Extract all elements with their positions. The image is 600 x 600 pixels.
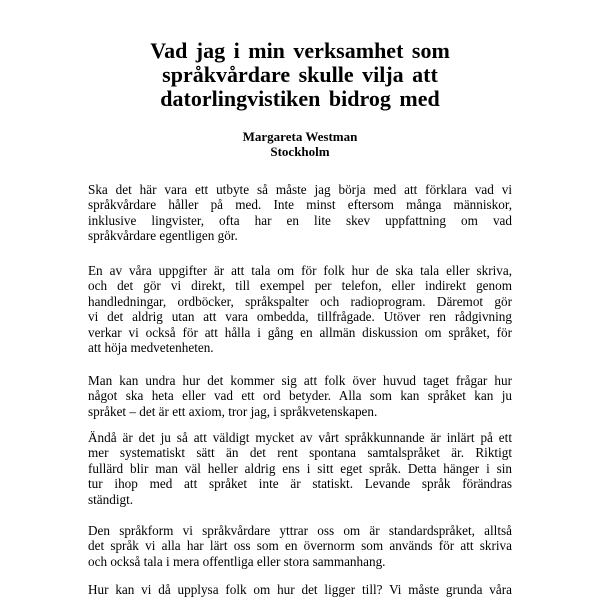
document-title [80, 39, 520, 111]
title-line: språkvårdare skulle vilja att [162, 62, 438, 87]
text-line: Hur kan vi då upplysa folk om hur det ligger till? Vi måste grunda våra [88, 582, 512, 597]
text-line: Man kan undra hur det kommer sig att folk över huvud taget frågar hur [88, 373, 512, 388]
text-line: handledningar, ordböcker, språkspalter och radioprogram. Däremot gör [88, 293, 512, 309]
body-paragraph [88, 430, 512, 507]
text-line: något ska heta eller vad ett ord betyder. Alla som kan språket kan ju [88, 388, 512, 404]
author-block [80, 129, 520, 159]
author-affiliation: Stockholm [270, 144, 330, 159]
text-line: Ska det här vara ett utbyte så måste jag börja med att förklara vad vi [88, 182, 512, 197]
text-line: att höja medvetenheten. [88, 340, 214, 356]
text-line: det språk vi alla har lärt oss som en övernorm som används för att skriva [88, 538, 512, 554]
text-line: mer systematiskt sätt än det rent spontana samtalspråket är. Riktigt [88, 445, 512, 461]
body-paragraph [88, 523, 512, 569]
author-name: Margareta Westman [242, 129, 358, 144]
body-paragraph [88, 263, 512, 355]
body-paragraph [88, 373, 512, 419]
body-paragraph [88, 182, 512, 244]
text-line: och också tala i mera offentliga eller stora sammanhang. [88, 553, 386, 569]
text-line: vi det aldrig utan att vara ombedda, tillfrågade. Utöver ren rådgivning [88, 309, 512, 325]
title-line: datorlingvistiken bidrog med [160, 86, 440, 111]
text-line: tur ihop med att språket inte är statiskt. Levande språk förändras [88, 476, 512, 492]
text-line: verkar vi också för att hålla i gång en allmän diskussion om språket, för [88, 324, 512, 340]
text-line: ständigt. [88, 491, 134, 507]
text-line: språket – det är ett axiom, tror jag, i språkvetenskapen. [88, 403, 378, 419]
body-paragraph [88, 582, 512, 597]
text-line: och det gör vi direkt, till exempel per telefon, eller indirekt genom [88, 278, 512, 294]
text-line: En av våra uppgifter är att tala om för folk hur de ska tala eller skriva, [88, 263, 512, 278]
text-line: Ändå är det ju så att väldigt mycket av vårt språkkunnande är inlärt på ett [88, 430, 512, 445]
text-line: inklusive lingvister, ofta har en lite skev uppfattning om vad [88, 212, 512, 228]
text-line: språkvårdare egentligen gör. [88, 228, 238, 244]
text-line: språkvårdare håller på med. Inte minst eftersom många människor, [88, 197, 512, 213]
title-line: Vad jag i min verksamhet som [150, 38, 450, 63]
text-line: fullärd blir man väl heller aldrig ens i sitt eget språk. Detta hänger i sin [88, 460, 512, 476]
text-line: Den språkform vi språkvårdare yttrar oss om är standardspråket, alltså [88, 523, 512, 538]
